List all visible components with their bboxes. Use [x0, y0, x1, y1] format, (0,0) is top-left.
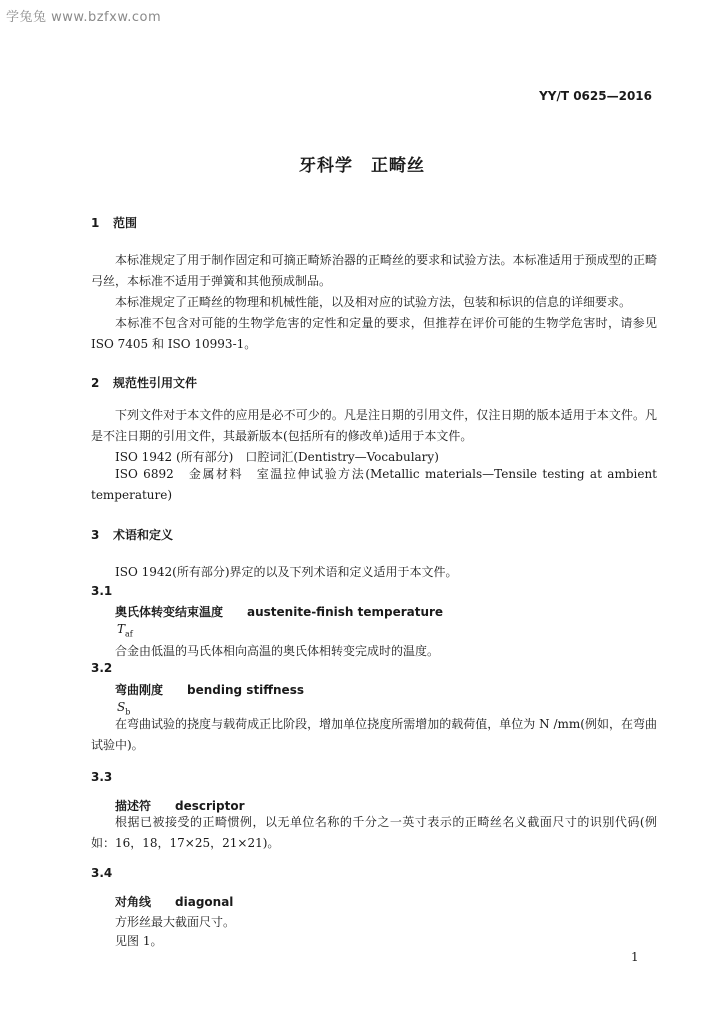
section-3-intro: ISO 1942(所有部分)界定的以及下列术语和定义适用于本文件。: [115, 565, 458, 579]
term-3-1-title: [115, 603, 443, 620]
section-1-heading: [91, 214, 137, 231]
figure-reference: 见图 1。: [115, 934, 163, 948]
section-number: 2: [91, 376, 100, 390]
term-3-1-definition: 合金由低温的马氏体相向高温的奥氏体相转变完成时的温度。: [115, 644, 440, 658]
term-english: bending stiffness: [187, 683, 304, 697]
document-title: 牙科学 正畸丝: [299, 156, 425, 176]
term-english: austenite-finish temperature: [247, 605, 444, 619]
term-chinese: 描述符: [115, 799, 152, 813]
section-1-paragraph-1: 本标准规定了用于制作固定和可摘正畸矫治器的正畸丝的要求和试验方法。本标准适用于预成型的正畸弓丝，本标准不适用于弹簧和其他预成制品。: [91, 253, 657, 288]
term-chinese: 弯曲刚度: [115, 683, 164, 697]
term-3-4-definition: 方形丝最大截面尺寸。: [115, 915, 236, 929]
term-3-2-definition: 在弯曲试验的挠度与载荷成正比阶段，增加单位挠度所需增加的载荷值，单位为 N /mm(例如，在弯曲试验中)。: [91, 717, 657, 752]
section-number: 1: [91, 216, 100, 230]
section-2-heading: [91, 374, 197, 391]
term-english: diagonal: [175, 895, 234, 909]
term-chinese: 奥氏体转变结束温度: [115, 605, 224, 619]
section-3-heading: [91, 526, 173, 543]
page-number: 1: [631, 950, 639, 964]
term-3-2-symbol: $S_b$: [117, 700, 131, 717]
term-english: descriptor: [175, 799, 245, 813]
section-number: 3: [91, 528, 100, 542]
term-3-4-title: [115, 893, 233, 910]
term-3-3-number: 3.3: [91, 770, 113, 784]
reference-iso-6892: ISO 6892 金属材料 室温拉伸试验方法(Metallic materials—Tensile testing at ambient temperature): [91, 467, 657, 502]
section-title: 术语和定义: [113, 528, 174, 542]
section-1-paragraph-2: 本标准规定了正畸丝的物理和机械性能，以及相对应的试验方法，包装和标识的信息的详细要求。: [115, 295, 632, 309]
reference-iso-1942: ISO 1942 (所有部分) 口腔词汇(Dentistry—Vocabulary): [115, 450, 439, 464]
term-3-2-number: 3.2: [91, 661, 113, 675]
term-3-1-number: 3.1: [91, 584, 113, 598]
term-3-3-definition: 根据已被接受的正畸惯例，以无单位名称的千分之一英寸表示的正畸丝名义截面尺寸的识别代码(例如：16，18，17×25，21×21)。: [91, 815, 657, 850]
term-3-4-number: 3.4: [91, 866, 113, 880]
term-chinese: 对角线: [115, 895, 152, 909]
section-title: 范围: [113, 216, 138, 230]
term-3-1-symbol: $T_{af}$: [117, 622, 133, 639]
watermark: 学兔兔 www.bzfxw.com: [6, 10, 162, 25]
section-2-paragraph-1: 下列文件对于本文件的应用是必不可少的。凡是注日期的引用文件，仅注日期的版本适用于本文件。凡是不注日期的引用文件，其最新版本(包括所有的修改单)适用于本文件。: [91, 408, 657, 443]
section-title: 规范性引用文件: [113, 376, 198, 390]
section-1-paragraph-3: 本标准不包含对可能的生物学危害的定性和定量的要求，但推荐在评价可能的生物学危害时，请参见 ISO 7405 和 ISO 10993-1。: [91, 316, 657, 351]
standard-number: YY/T 0625—2016: [539, 89, 652, 103]
term-3-2-title: [115, 681, 304, 698]
